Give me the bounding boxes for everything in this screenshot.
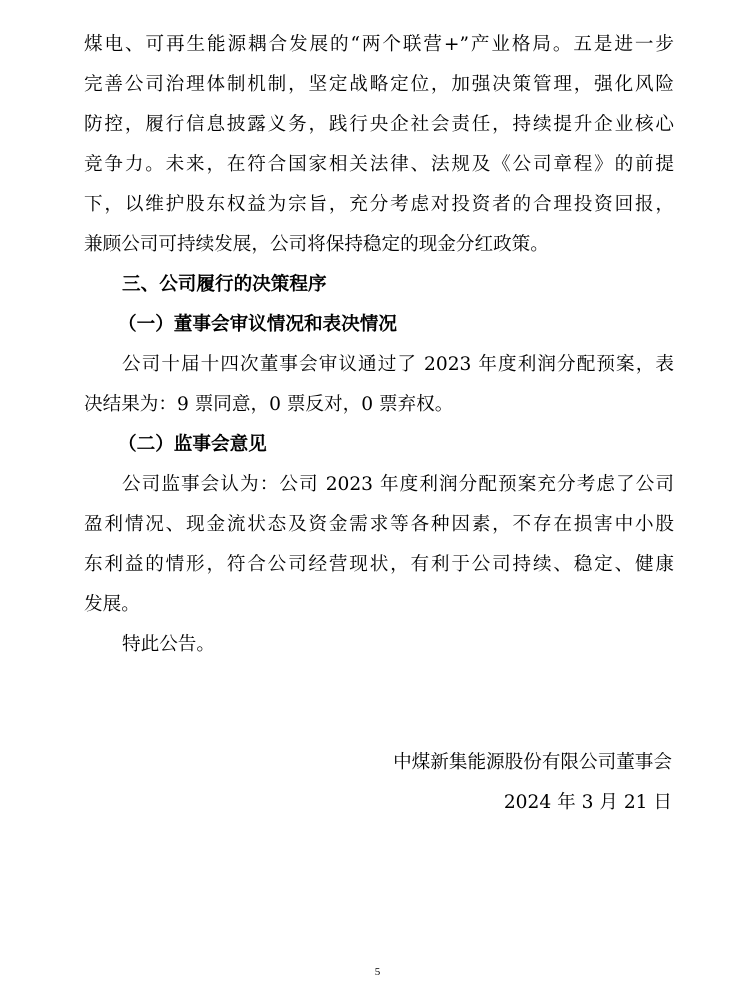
signature-date: 2024 年 3 月 21 日 (503, 792, 672, 813)
signature-company: 中煤新集能源股份有限公司董事会 (393, 752, 672, 773)
section-heading: 三、公司履行的决策程序 (122, 274, 327, 295)
paragraph-line: 兼顾公司可持续发展，公司将保持稳定的现金分红政策。 (84, 234, 549, 255)
paragraph-line: 决结果为：9 票同意，0 票反对，0 票弃权。 (84, 394, 454, 415)
paragraph-line: 下，以维护股东权益为宗旨，充分考虑对投资者的合理投资回报， (84, 194, 674, 215)
paragraph-line: 完善公司治理体制机制，坚定战略定位，加强决策管理，强化风险 (84, 74, 674, 95)
paragraph-line: 盈利情况、现金流状态及资金需求等各种因素，不存在损害中小股 (84, 514, 674, 535)
paragraph-line: 公司十届十四次董事会审议通过了 2023 年度利润分配预案，表 (122, 354, 674, 375)
paragraph-line: 竞争力。未来，在符合国家相关法律、法规及《公司章程》的前提 (84, 154, 674, 175)
paragraph-line: 防控，履行信息披露义务，践行央企社会责任，持续提升企业核心 (84, 114, 674, 135)
closing-statement: 特此公告。 (122, 634, 215, 655)
paragraph-line: 公司监事会认为：公司 2023 年度利润分配预案充分考虑了公司 (122, 474, 674, 495)
paragraph-line: 煤电、可再生能源耦合发展的“两个联营+”产业格局。五是进一步 (84, 34, 674, 55)
subsection-heading-supervisors: （二）监事会意见 (118, 434, 267, 455)
paragraph-line: 发展。 (84, 594, 140, 615)
subsection-heading-board: （一）董事会审议情况和表决情况 (118, 314, 397, 335)
paragraph-line: 东利益的情形，符合公司经营现状，有利于公司持续、稳定、健康 (84, 554, 674, 575)
page-number: 5 (374, 966, 381, 978)
